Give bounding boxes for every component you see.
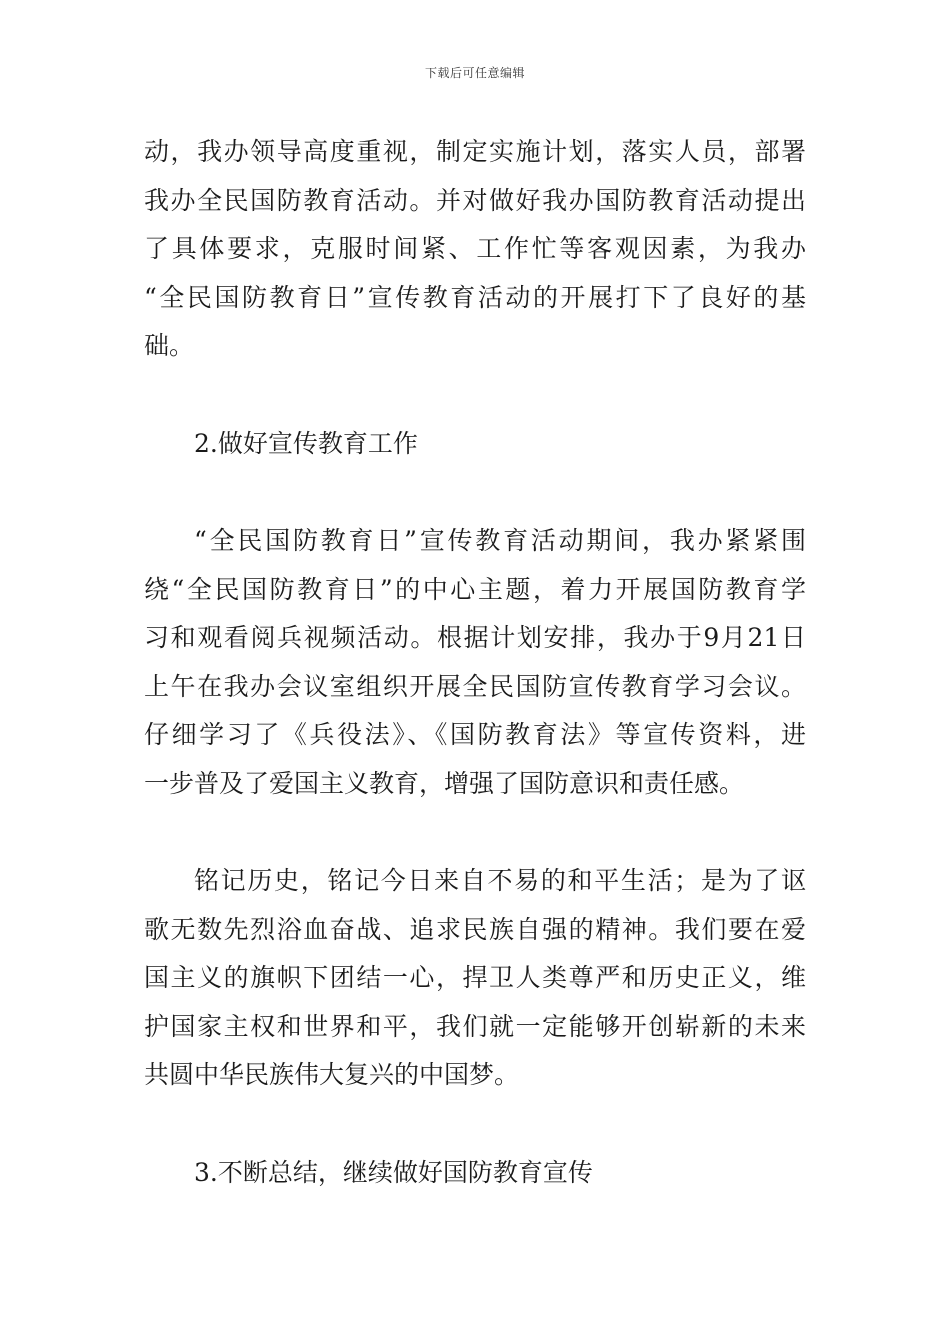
page-header: 下载后可任意编辑: [424, 66, 525, 80]
paragraph-gap: [144, 808, 806, 857]
text-line: 上午在我办会议室组织开展全民国防宣传教育学习会议。: [144, 671, 806, 701]
text-line: 国主义的旗帜下团结一心，捍卫人类尊严和历史正义，维: [144, 963, 806, 992]
section-heading: [144, 1149, 806, 1198]
text-line: 础。: [144, 331, 195, 360]
document-body: [144, 128, 806, 1197]
text-line: 护国家主权和世界和平，我们就一定能够开创崭新的未来: [144, 1011, 806, 1041]
text-line: “全民国防教育日”宣传教育活动的开展打下了良好的基: [144, 282, 806, 312]
text-line: 我办全民国防教育活动。并对做好我办国防教育活动提出: [144, 185, 806, 215]
section-heading-text: 3.不断总结，继续做好国防教育宣传: [194, 1157, 593, 1187]
text-line: 动，我办领导高度重视，制定实施计划，落实人员，部署: [144, 137, 806, 166]
text-line: 铭记历史，铭记今日来自不易的和平生活；是为了讴: [194, 866, 806, 895]
paragraph: [144, 128, 806, 371]
text-line: 一步普及了爱国主义教育，增强了国防意识和责任感。: [144, 768, 745, 798]
section-heading-text: 2.做好宣传教育工作: [194, 428, 418, 458]
paragraph-gap: [144, 371, 806, 420]
paragraph: [144, 857, 806, 1100]
paragraph: [144, 517, 806, 808]
text-line: 习和观看阅兵视频活动。根据计划安排，我办于9月21日: [144, 623, 806, 652]
text-line: 共圆中华民族伟大复兴的中国梦。: [144, 1060, 520, 1089]
section-heading: [144, 420, 806, 469]
paragraph-gap: [144, 468, 806, 517]
text-line: “全民国防教育日”宣传教育活动期间，我办紧紧围: [194, 526, 806, 555]
paragraph-gap: [144, 1100, 806, 1149]
text-line: 歌无数先烈浴血奋战、追求民族自强的精神。我们要在爱: [144, 914, 806, 944]
text-line: 绕“全民国防教育日”的中心主题，着力开展国防教育学: [144, 574, 806, 604]
text-line: 仔细学习了《兵役法》、《国防教育法》等宣传资料，进: [144, 720, 806, 749]
text-line: 了具体要求，克服时间紧、工作忙等客观因素，为我办: [144, 234, 806, 263]
